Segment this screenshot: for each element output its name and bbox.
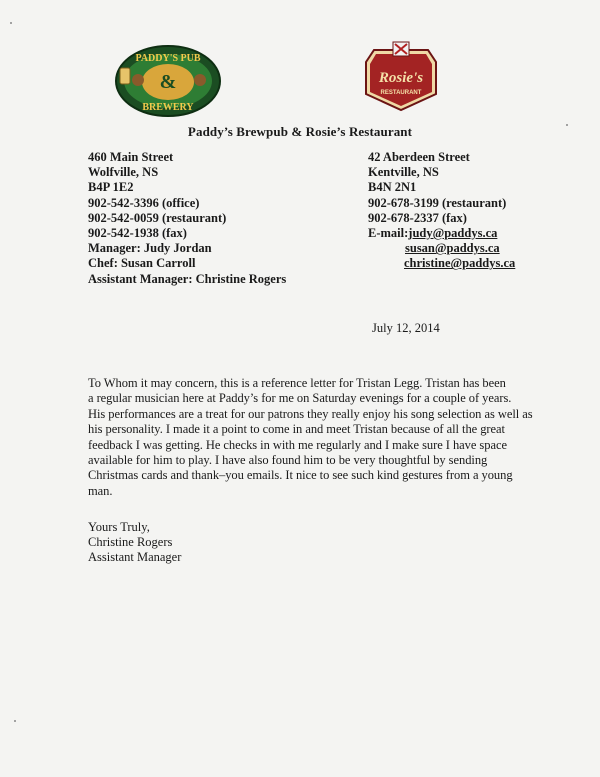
- letterhead-title: Paddy’s Brewpub & Rosie’s Restaurant: [187, 124, 413, 139]
- email-link-judy[interactable]: judy@paddys.ca: [408, 226, 498, 240]
- address-line: B4P 1E2: [88, 180, 134, 195]
- letter-closing: [88, 520, 181, 566]
- body-line: a regular musician here at Paddy’s for me on Saturday evenings for a couple of years.: [88, 391, 512, 406]
- letter-body: [88, 376, 533, 499]
- right-address-block: [368, 150, 506, 226]
- assistant-manager-line: Assistant Manager: Christine Rogers: [88, 271, 287, 286]
- signer-title: Assistant Manager: [88, 550, 182, 565]
- letter-date: July 12, 2014: [372, 321, 440, 335]
- email-link-christine[interactable]: christine@paddys.ca: [404, 256, 516, 271]
- email-row: [368, 241, 515, 256]
- email-label: E-mail:: [368, 226, 409, 240]
- scan-speck: [10, 22, 12, 24]
- rosies-logo-sub-text: RESTAURANT: [380, 90, 422, 96]
- email-link-susan[interactable]: susan@paddys.ca: [405, 241, 500, 256]
- body-line: Christmas cards and thank–you emails. It nice to see such kind gestures from a young: [88, 468, 513, 483]
- chef-line: Chef: Susan Carroll: [88, 256, 196, 271]
- email-block: [368, 226, 515, 272]
- svg-text:&: &: [159, 71, 177, 93]
- body-line: available for him to play. I have also found him to be very thoughtful by sending: [88, 453, 488, 468]
- paddys-pub-brewery-logo-icon: [114, 44, 222, 118]
- email-row: [368, 256, 515, 271]
- paddys-logo-top-text: PADDY'S PUB: [135, 53, 201, 64]
- body-line: His performances are a treat for our patrons they really enjoy his song selection as well as: [88, 406, 533, 421]
- body-line: man.: [88, 483, 113, 498]
- manager-line: Manager: Judy Jordan: [88, 241, 212, 256]
- fax-line: 902-542-1938 (fax): [88, 226, 187, 241]
- address-line: 42 Aberdeen Street: [368, 150, 470, 164]
- email-row: [368, 226, 515, 241]
- address-line: 460 Main Street: [88, 150, 174, 164]
- fax-line: 902-678-2337 (fax): [368, 210, 467, 225]
- phone-line: 902-678-3199 (restaurant): [368, 195, 507, 210]
- signer-name: Christine Rogers: [88, 535, 173, 550]
- closing-salutation: Yours Truly,: [88, 520, 150, 534]
- phone-line: 902-542-0059 (restaurant): [88, 210, 227, 225]
- left-address-block: [88, 150, 286, 287]
- scan-speck: [566, 124, 568, 126]
- body-line: To Whom it may concern, this is a reference letter for Tristan Legg. Tristan has been: [88, 376, 506, 390]
- phone-line: 902-542-3396 (office): [88, 195, 200, 210]
- body-line: feedback I was getting. He checks in with me regularly and I make sure I have space: [88, 437, 507, 452]
- scan-speck: [14, 720, 16, 722]
- address-line: B4N 2N1: [368, 180, 417, 195]
- rosies-restaurant-logo-icon: [360, 40, 442, 112]
- paddys-logo-bottom-text: BREWERY: [142, 102, 194, 113]
- body-line: his personality. I made it a point to come in and meet Tristan because of all the great: [88, 422, 505, 437]
- rosies-logo-main-text: Rosie's: [378, 70, 424, 86]
- address-line: Kentville, NS: [368, 165, 439, 180]
- address-line: Wolfville, NS: [88, 165, 159, 180]
